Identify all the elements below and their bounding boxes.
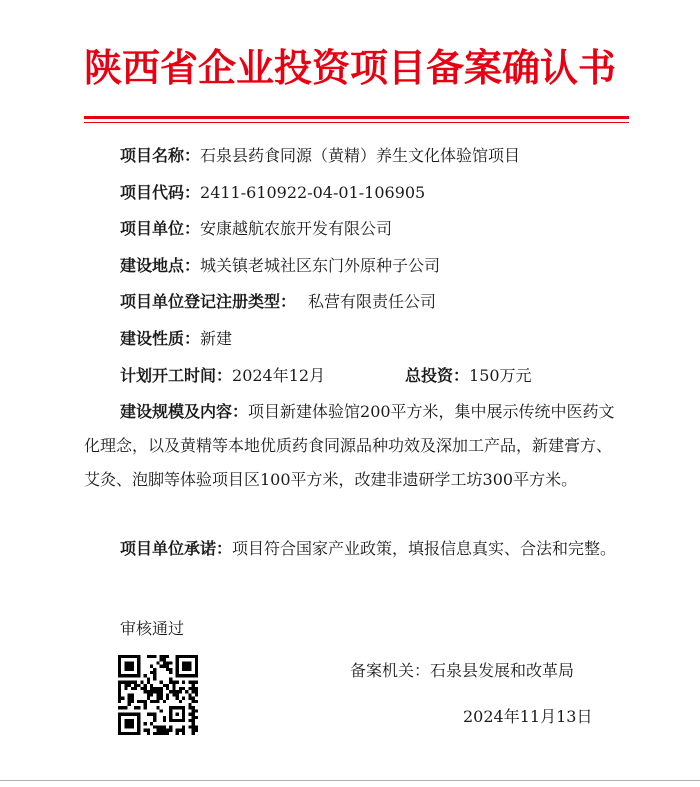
- commitment-paragraph: [84, 532, 624, 566]
- review-status: 审核通过: [120, 619, 185, 638]
- nature-label: 建设性质：: [120, 329, 201, 348]
- project-unit-value: 安康越航农旅开发有限公司: [200, 219, 393, 238]
- location-value: 城关镇老城社区东门外原种子公司: [200, 256, 441, 275]
- total-investment-row: [405, 364, 532, 388]
- scale-paragraph: [84, 395, 624, 497]
- total-investment-label: 总投资：: [405, 366, 470, 385]
- project-name-label: 项目名称：: [120, 146, 201, 165]
- project-unit-label: 项目单位：: [120, 219, 201, 238]
- authority-label: 备案机关：: [350, 661, 431, 680]
- nature-value: 新建: [200, 329, 233, 348]
- registration-type-value: 私营有限责任公司: [308, 292, 437, 311]
- document-title: 陕西省企业投资项目备案确认书: [83, 46, 616, 90]
- commitment-label: 项目单位承诺：: [120, 539, 233, 558]
- start-time-label: 计划开工时间：: [120, 366, 233, 385]
- location-label: 建设地点：: [120, 256, 201, 275]
- project-unit-row: [120, 217, 392, 241]
- commitment-value: 项目符合国家产业政策，填报信息真实、合法和完整。: [232, 539, 617, 558]
- project-name-row: [120, 144, 520, 168]
- scale-value: 项目新建体验馆200平方米，集中展示传统中医药文化理念，以及黄精等本地优质药食同源品种功效及深加工产品，新建膏方、艾灸、泡脚等体验项目区100平方米，改建非遗研学工坊300平方米。: [84, 402, 615, 489]
- authority-row: [350, 659, 574, 683]
- registration-type-label: 项目单位登记注册类型：: [120, 292, 297, 311]
- project-name-value: 石泉县药食同源（黄精）养生文化体验馆项目: [200, 146, 521, 165]
- authority-value: 石泉县发展和改革局: [430, 661, 575, 680]
- project-code-label: 项目代码：: [120, 183, 201, 202]
- scale-label: 建设规模及内容：: [120, 402, 249, 421]
- start-time-value: 2024年12月: [232, 366, 326, 385]
- title-underline-thin: [84, 122, 629, 123]
- total-investment-value: 150万元: [469, 366, 532, 385]
- nature-row: [120, 327, 232, 351]
- registration-type-row: [120, 290, 436, 314]
- location-row: [120, 254, 440, 278]
- title-underline-thick: [84, 116, 629, 119]
- project-code-row: [120, 181, 425, 205]
- project-code-value: 2411-610922-04-01-106905: [200, 183, 426, 202]
- qr-code: [118, 655, 198, 735]
- start-time-row: [120, 364, 325, 388]
- issue-date: 2024年11月13日: [463, 707, 593, 726]
- page-bottom-border: [0, 780, 700, 781]
